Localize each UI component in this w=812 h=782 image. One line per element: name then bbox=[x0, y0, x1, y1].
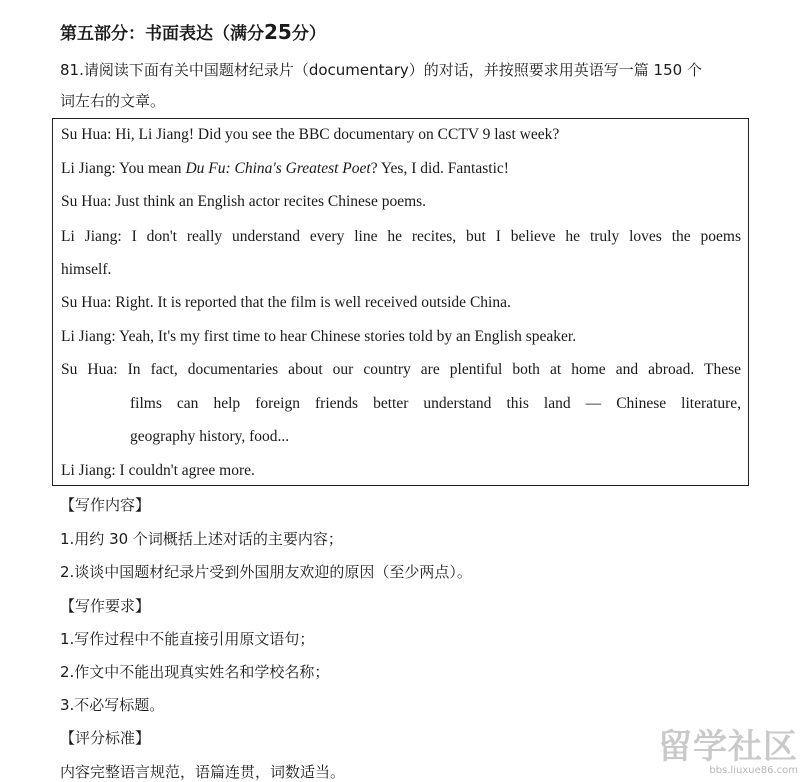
grading-heading: 【评分标准】 bbox=[60, 729, 151, 747]
question-line-2: 词左右的文章。 bbox=[60, 92, 166, 110]
section-title: 第五部分：书面表达（满分25分） bbox=[60, 20, 326, 44]
content-heading: 【写作内容】 bbox=[60, 496, 151, 514]
dialogue-line: Su Hua: Just think an English actor recites Chinese poems. bbox=[61, 193, 427, 210]
dialogue-line: himself. bbox=[61, 261, 112, 278]
score-value: 25 bbox=[264, 20, 292, 44]
watermark-logo-text: 留学社区 bbox=[658, 727, 798, 767]
content-item: 2.谈谈中国题材纪录片受到外国朋友欢迎的原因（至少两点）。 bbox=[60, 563, 472, 581]
site-watermark bbox=[658, 729, 798, 776]
dialogue-line: Su Hua: In fact, documentaries about our country are plentiful both at home and abroad. These bbox=[61, 361, 741, 378]
content-item: 1.用约 30 个词概括上述对话的主要内容； bbox=[60, 530, 343, 548]
dialogue-line: Li Jiang: I don't really understand every line he recites, but I believe he truly loves the poems bbox=[61, 228, 741, 245]
dialogue-line: films can help foreign friends better understand this land — Chinese literature, bbox=[130, 395, 741, 412]
requirement-item: 1.写作过程中不能直接引用原文语句； bbox=[60, 630, 315, 648]
documentary-title: Du Fu: China's Greatest Poet bbox=[185, 160, 371, 177]
requirement-item: 2.作文中不能出现真实姓名和学校名称； bbox=[60, 663, 330, 681]
dialogue-line: Li Jiang: You mean Du Fu: China's Greatest Poet? Yes, I did. Fantastic! bbox=[61, 160, 509, 177]
watermark-url: bbs.liuxue86.com bbox=[709, 765, 798, 776]
requirement-item: 3.不必写标题。 bbox=[60, 696, 165, 714]
dialogue-line: Li Jiang: I couldn't agree more. bbox=[61, 462, 255, 479]
dialogue-line: Li Jiang: Yeah, It's my first time to hear Chinese stories told by an English speaker. bbox=[61, 328, 577, 345]
dialogue-line: Su Hua: Right. It is reported that the film is well received outside China. bbox=[61, 294, 511, 311]
requirements-heading: 【写作要求】 bbox=[60, 597, 151, 615]
question-line-1: 81.请阅读下面有关中国题材纪录片（documentary）的对话，并按照要求用英语写一篇 150 个 bbox=[60, 61, 702, 79]
grading-text: 内容完整语言规范，语篇连贯，词数适当。 bbox=[60, 763, 346, 781]
dialogue-line: Su Hua: Hi, Li Jiang! Did you see the BBC documentary on CCTV 9 last week? bbox=[61, 126, 560, 143]
dialogue-line: geography history, food... bbox=[130, 428, 290, 445]
